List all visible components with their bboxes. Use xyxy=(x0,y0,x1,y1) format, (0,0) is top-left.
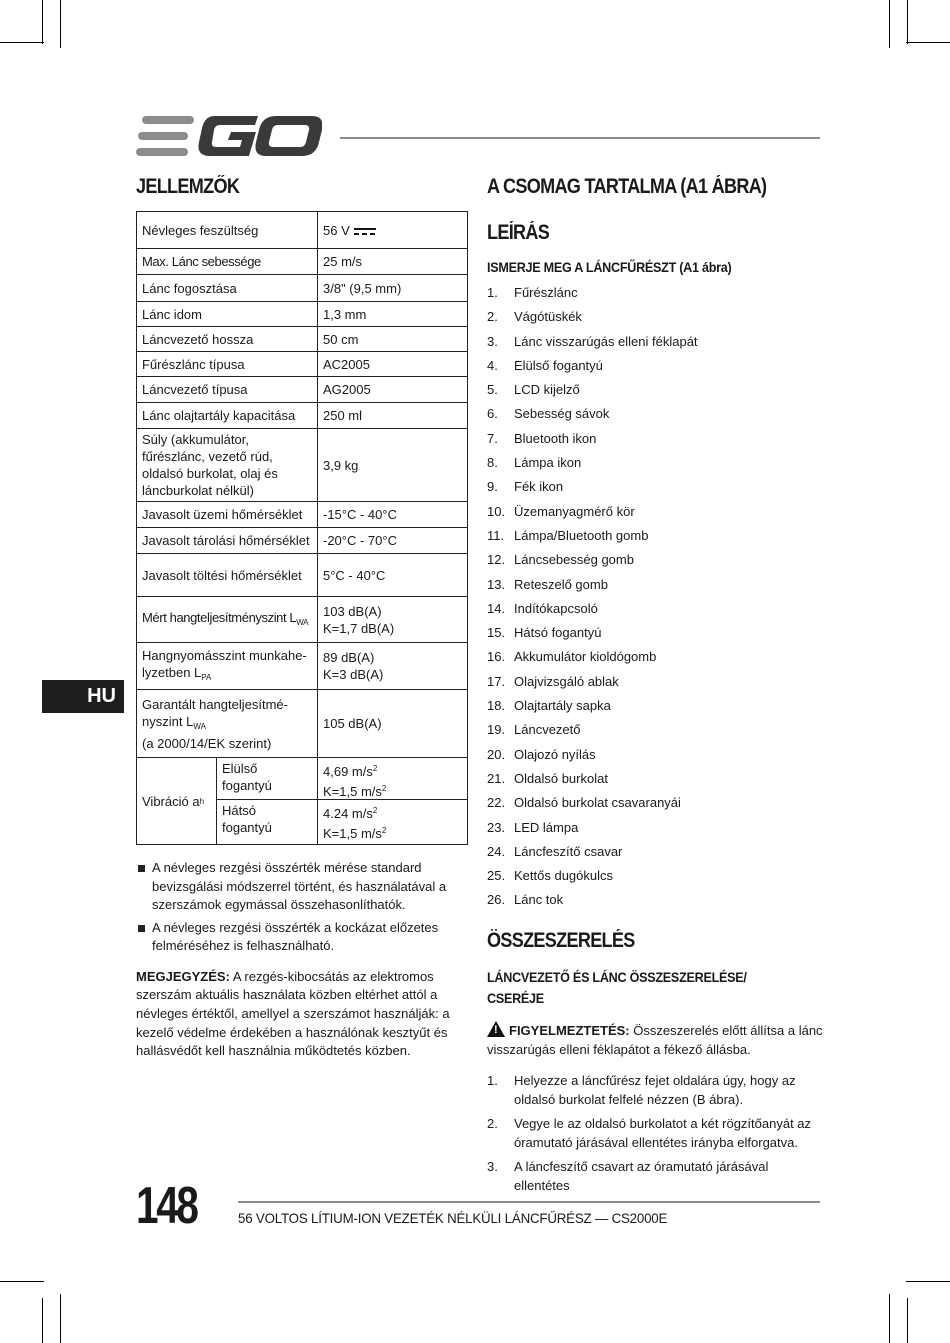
list-item xyxy=(487,573,827,597)
crop-mark xyxy=(906,1281,950,1282)
item-text: Olajtartály sapka xyxy=(514,698,611,714)
spec-label: Javasolt töltési hőmérséklet xyxy=(137,554,318,597)
item-number: 25. xyxy=(487,868,506,884)
list-item xyxy=(487,475,827,499)
table-row xyxy=(137,212,468,249)
crop-mark xyxy=(889,0,890,48)
sound-pressure-subscript: PA xyxy=(201,672,212,682)
item-text: Kettős dugókulcs xyxy=(514,868,614,884)
item-number: 20. xyxy=(487,746,506,762)
guaranteed-label xyxy=(137,690,318,758)
bullet-square-icon xyxy=(138,925,145,932)
spec-label: Max. Lánc sebessége xyxy=(137,249,318,275)
item-number: 9. xyxy=(487,479,498,495)
list-item xyxy=(487,645,827,669)
item-number: 11. xyxy=(487,527,505,543)
features-heading: JELLEMZŐK xyxy=(136,175,240,198)
list-item xyxy=(487,1157,827,1195)
crop-mark xyxy=(907,0,908,44)
bullet-square-icon xyxy=(138,865,145,872)
item-number: 6. xyxy=(487,406,498,422)
spec-label: Láncvezető típusa xyxy=(137,377,318,403)
item-text: Láncsebesség gomb xyxy=(514,552,634,568)
item-number: 2. xyxy=(487,309,498,325)
front-value-2: K=1,5 m/s xyxy=(323,784,382,799)
item-text: Üzemanyagmérő kör xyxy=(514,503,635,519)
rear-value-1-wrap xyxy=(323,802,462,822)
list-item xyxy=(487,670,827,694)
spec-label: Súly (akkumulátor, fűrészlánc, vezető rúd, oldalsó burkolat, olaj és láncburkolat nélkül) xyxy=(137,429,318,502)
sound-power-value-2: K=1,7 dB(A) xyxy=(323,620,395,636)
item-number: 26. xyxy=(487,892,506,908)
exponent: 2 xyxy=(372,764,378,773)
rear-handle-value xyxy=(318,800,467,844)
item-text: Oldalsó burkolat xyxy=(514,770,608,786)
note-paragraph xyxy=(136,968,468,1062)
vibration-handles xyxy=(217,758,317,844)
item-text: Bluetooth ikon xyxy=(514,430,597,446)
table-row xyxy=(137,554,468,597)
spec-value: 5°C - 40°C xyxy=(318,554,468,597)
assembly-heading: ÖSSZESZERELÉS xyxy=(487,928,635,952)
rear-value-1: 4.24 m/s xyxy=(323,806,373,821)
parts-list xyxy=(487,281,827,913)
list-item xyxy=(487,451,827,475)
table-row xyxy=(137,327,468,352)
warning-paragraph xyxy=(487,1021,827,1059)
rear-handle-label-2: fogantyú xyxy=(222,820,272,835)
crop-mark xyxy=(42,1298,43,1343)
front-handle-label xyxy=(217,758,317,800)
sound-power-value xyxy=(318,597,468,643)
spec-value xyxy=(318,212,468,249)
table-row xyxy=(137,643,468,690)
list-item xyxy=(487,743,827,767)
sound-pressure-label-2: lyzetben L xyxy=(142,664,202,680)
spec-label: Lánc olajtartály kapacitása xyxy=(137,403,318,429)
footer-title: 56 VOLTOS LÍTIUM-ION VEZETÉK NÉLKÜLI LÁNCFŰRÉSZ — CS2000E xyxy=(238,1210,668,1226)
guaranteed-subscript: WA xyxy=(193,721,206,731)
sound-pressure-value-2: K=3 dB(A) xyxy=(323,667,384,682)
vibration-notes-list xyxy=(136,859,468,956)
item-number: 3. xyxy=(487,333,498,349)
header-rule xyxy=(340,137,820,139)
sound-pressure-value xyxy=(318,643,468,690)
spec-value: AG2005 xyxy=(318,377,468,403)
item-number: 14. xyxy=(487,600,506,616)
list-item xyxy=(487,354,827,378)
item-number: 22. xyxy=(487,795,506,811)
spec-value: 50 cm xyxy=(318,327,468,352)
item-number: 19. xyxy=(487,722,506,738)
item-text: Hátsó fogantyú xyxy=(514,625,602,641)
exponent: 2 xyxy=(381,784,387,793)
item-number: 10. xyxy=(487,503,506,519)
list-item xyxy=(487,378,827,402)
spec-value: 25 m/s xyxy=(318,249,468,275)
description-heading: LEÍRÁS xyxy=(487,221,550,244)
list-item xyxy=(487,548,827,572)
spec-value: 3,9 kg xyxy=(318,429,468,502)
item-text: Sebesség sávok xyxy=(514,406,610,422)
rear-handle-label-1: Hátsó xyxy=(222,803,256,818)
item-number: 23. xyxy=(487,819,506,835)
sound-power-label-text: Mért hangteljesítményszint L xyxy=(142,609,297,625)
sound-power-subscript: WA xyxy=(296,617,309,627)
list-item xyxy=(487,500,827,524)
crop-mark xyxy=(42,0,43,44)
spec-value: 3/8" (9,5 mm) xyxy=(318,275,468,302)
list-item xyxy=(487,864,827,888)
item-text: LCD kijelző xyxy=(514,382,580,398)
sound-pressure-value-1: 89 dB(A) xyxy=(323,650,375,665)
ego-logo xyxy=(136,114,322,160)
page-number: 148 xyxy=(136,1177,197,1235)
list-item xyxy=(487,621,827,645)
table-row xyxy=(137,597,468,643)
exponent: 2 xyxy=(381,826,387,835)
rear-handle-label xyxy=(217,800,317,844)
list-item xyxy=(136,859,468,915)
footer-rule xyxy=(238,1201,820,1203)
warning-text: Összeszerelés előtt állítsa a lánc visszarúgás elleni féklapátot a fékező állásba. xyxy=(487,1022,823,1057)
table-row xyxy=(137,690,468,758)
spec-value: 1,3 mm xyxy=(318,302,468,327)
spec-label: Lánc idom xyxy=(137,302,318,327)
front-handle-value xyxy=(318,758,467,800)
item-text: Olajvizsgáló ablak xyxy=(514,673,619,689)
item-number: 21. xyxy=(487,770,506,786)
note-text: A rezgés-kibocsátás az elektromos szerszám aktuális használata közben eltérhet attól a névleges értéktől, amellyel a szerszámot használják: a kezelő védelme érdekében a használónak kesztyűt és hallásvédőt kell használnia működtetés közben. xyxy=(136,968,450,1059)
list-item xyxy=(487,694,827,718)
item-number: 16. xyxy=(487,649,506,665)
item-number: 18. xyxy=(487,698,506,714)
table-row xyxy=(137,352,468,377)
sound-pressure-label xyxy=(137,643,318,690)
item-text: Fűrészlánc xyxy=(514,285,578,300)
sound-power-label xyxy=(137,597,318,643)
list-item xyxy=(487,402,827,426)
right-column xyxy=(487,175,827,1200)
item-text: Reteszelő gomb xyxy=(514,576,608,592)
vibration-subscript: h xyxy=(199,796,205,806)
table-row xyxy=(137,758,468,845)
item-number: 17. xyxy=(487,673,506,689)
vibration-label-text: Vibráció a xyxy=(142,793,200,809)
spec-label: Névleges feszültség xyxy=(137,212,318,249)
list-item xyxy=(487,281,827,305)
spec-value: AC2005 xyxy=(318,352,468,377)
item-number: 8. xyxy=(487,455,498,471)
table-row xyxy=(137,377,468,403)
sound-pressure-label-2-wrap xyxy=(142,664,312,686)
exponent: 2 xyxy=(372,806,378,815)
item-number: 4. xyxy=(487,357,498,373)
bullet-text: A névleges rezgési összérték a kockázat előzetes felméréséhez is felhasználható. xyxy=(152,919,439,953)
crop-mark xyxy=(907,1298,908,1343)
table-row xyxy=(137,528,468,554)
table-row xyxy=(137,302,468,327)
item-text: Lámpa/Bluetooth gomb xyxy=(514,527,649,543)
item-text: Olajozó nyílás xyxy=(514,746,596,762)
rear-value-2: K=1,5 m/s xyxy=(323,826,382,841)
spec-value: 250 ml xyxy=(318,403,468,429)
front-value-1-wrap xyxy=(323,760,462,780)
table-row xyxy=(137,429,468,502)
item-text: Lánc visszarúgás elleni féklapát xyxy=(514,333,698,349)
vibration-value-cell xyxy=(318,758,468,845)
vibration-label-cell xyxy=(137,758,318,845)
item-text: Akkumulátor kioldógomb xyxy=(514,649,657,665)
bullet-text: A névleges rezgési összérték mérése standard bevizsgálási módszerrel történt, és használatával a szerszámok egymással összehasonlíthatók. xyxy=(152,860,447,912)
guaranteed-label-3: (a 2000/14/EK szerint) xyxy=(142,735,272,751)
vibration-layout xyxy=(137,758,317,844)
table-row xyxy=(137,275,468,302)
item-number: 7. xyxy=(487,430,498,446)
item-text: LED lámpa xyxy=(514,819,579,835)
guaranteed-value: 105 dB(A) xyxy=(318,690,468,758)
item-number: 1. xyxy=(487,1072,498,1088)
left-column xyxy=(136,175,468,1061)
table-row xyxy=(137,403,468,429)
chain-assembly-subheading xyxy=(487,967,793,1009)
item-text: Lánc tok xyxy=(514,892,564,908)
list-item xyxy=(487,840,827,864)
package-heading: A CSOMAG TARTALMA (A1 ÁBRA) xyxy=(487,175,767,198)
item-number: 1. xyxy=(487,285,498,300)
list-item xyxy=(487,305,827,329)
sound-power-value-1: 103 dB(A) xyxy=(323,603,382,619)
item-number: 3. xyxy=(487,1158,498,1174)
spec-value: -15°C - 40°C xyxy=(318,502,468,528)
item-text: Elülső fogantyú xyxy=(514,357,603,373)
item-text: Láncvezető xyxy=(514,722,581,738)
list-item xyxy=(487,718,827,742)
list-item xyxy=(136,919,468,956)
item-number: 2. xyxy=(487,1115,498,1131)
vibration-label xyxy=(137,758,217,844)
front-value-1: 4,69 m/s xyxy=(323,764,373,779)
sound-pressure-label-1: Hangnyomásszint munkahe- xyxy=(142,647,307,663)
item-number: 12. xyxy=(487,552,506,568)
item-number: 24. xyxy=(487,843,506,859)
crop-mark xyxy=(60,1294,61,1343)
front-value-2-wrap xyxy=(323,780,462,800)
list-item xyxy=(487,524,827,548)
crop-mark xyxy=(60,0,61,48)
dc-symbol-icon xyxy=(354,227,376,236)
list-item xyxy=(487,888,827,912)
rear-value-2-wrap xyxy=(323,822,462,842)
chain-assembly-subheading-1: LÁNCVEZETŐ ÉS LÁNC ÖSSZESZERELÉSE/ xyxy=(487,968,747,985)
guaranteed-label-2: nyszint L xyxy=(142,713,194,729)
warning-label: FIGYELMEZTETÉS: xyxy=(509,1022,630,1038)
item-number: 13. xyxy=(487,576,506,592)
item-text: Fék ikon xyxy=(514,479,564,495)
chain-assembly-subheading-2: CSERÉJE xyxy=(487,989,544,1006)
item-text: Vágótüskék xyxy=(514,309,582,325)
spec-label: Lánc fogosztása xyxy=(137,275,318,302)
know-saw-subheading: ISMERJE MEG A LÁNCFŰRÉSZT (A1 ábra) xyxy=(487,259,732,275)
item-text: Lámpa ikon xyxy=(514,455,582,471)
front-handle-label-2: fogantyú xyxy=(222,778,272,793)
crop-mark xyxy=(906,42,950,43)
table-row xyxy=(137,249,468,275)
item-text: Helyezze a láncfűrész fejet oldalára úgy, hogy az oldalsó burkolat felfelé nézzen (B ábra). xyxy=(514,1072,796,1107)
table-row xyxy=(137,502,468,528)
crop-mark xyxy=(0,1281,44,1282)
spec-label: Javasolt üzemi hőmérséklet xyxy=(137,502,318,528)
item-text: Indítókapcsoló xyxy=(514,600,598,616)
item-number: 15. xyxy=(487,625,506,641)
guaranteed-label-2-wrap xyxy=(142,713,312,735)
crop-mark xyxy=(0,42,44,43)
spec-table xyxy=(136,211,468,845)
language-tab: HU xyxy=(42,680,124,713)
list-item xyxy=(487,791,827,815)
spec-label: Javasolt tárolási hőmérséklet xyxy=(137,528,318,554)
item-number: 5. xyxy=(487,382,498,398)
guaranteed-label-1: Garantált hangteljesítmé- xyxy=(142,696,288,712)
list-item xyxy=(487,597,827,621)
spec-label: Fűrészlánc típusa xyxy=(137,352,318,377)
front-handle-label-1: Elülső xyxy=(222,761,258,776)
item-text: Oldalsó burkolat csavaranyái xyxy=(514,795,681,811)
voltage-value: 56 V xyxy=(323,222,350,238)
list-item xyxy=(487,1071,827,1109)
warning-triangle-icon: ! xyxy=(487,1021,505,1037)
assembly-steps-list xyxy=(487,1071,827,1195)
list-item xyxy=(487,330,827,354)
note-label: MEGJEGYZÉS: xyxy=(136,968,230,984)
item-text: A láncfeszítő csavart az óramutató járásával ellentétes xyxy=(514,1158,769,1193)
list-item xyxy=(487,767,827,791)
list-item xyxy=(487,1114,827,1152)
list-item xyxy=(487,427,827,451)
spec-label: Láncvezető hossza xyxy=(137,327,318,352)
spec-value: -20°C - 70°C xyxy=(318,528,468,554)
crop-mark xyxy=(889,1294,890,1343)
list-item xyxy=(487,816,827,840)
item-text: Láncfeszítő csavar xyxy=(514,843,623,859)
item-text: Vegye le az oldalsó burkolatot a két rögzítőanyát az óramutató járásával ellentétes irányba elforgatva. xyxy=(514,1115,812,1150)
